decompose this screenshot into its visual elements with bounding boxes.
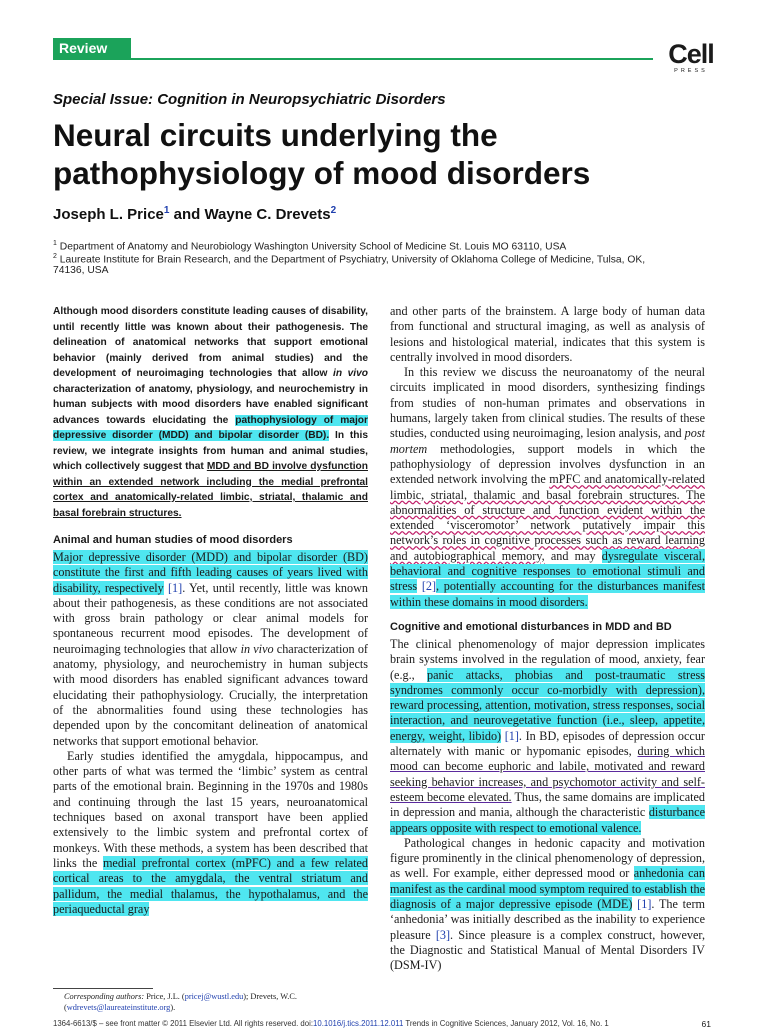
footer-journal: Trends in Cognitive Sciences, January 2012, Vol. 16, No. 1 — [403, 1019, 609, 1028]
footnote-label: Corresponding authors: — [64, 992, 145, 1001]
scope-highlight-2: , potentially accounting for the disturbances manifest within these domains in mood disorders. — [390, 579, 705, 609]
affiliation-2-sup: 2 — [53, 253, 57, 260]
title-line-2: pathophysiology of mood disorders — [53, 155, 591, 191]
author-list — [53, 205, 336, 223]
paragraph-brainstem — [390, 304, 705, 365]
brainstem-text: and other parts of the brainstem. A large body of human data from functional and structural imaging, as well as analysis of lesions and histological material, indicates that this system is centrally involved in mood disorders. — [390, 304, 705, 364]
paragraph-intro — [53, 550, 368, 749]
header-rule — [53, 58, 653, 60]
footnote-text-3: ( — [64, 1003, 67, 1012]
intro-text-a: . Yet, until recently, little was known about their pathogenesis, as these conditions are not associated with gross brain pathology or clear animal models for spontaneous recurrent mood episodes. The development of neuroimaging technologies that allow — [53, 580, 369, 656]
title-line-1: Neural circuits underlying the — [53, 117, 498, 153]
citation-link[interactable]: [1] — [501, 728, 519, 743]
affiliation-2-cont — [53, 264, 713, 278]
hedonic-text-b: . The term ‘anhedonia’ was initially described as the inability to experience pleasure — [390, 896, 706, 942]
cell-press-logo — [662, 40, 720, 74]
scope-text-b: methodologies, support models in which the pathophysiology of depression involves dysfunction in an extended network involving the — [390, 441, 705, 487]
left-column — [53, 304, 368, 917]
citation-link[interactable]: [1] — [632, 896, 652, 911]
email-link-drevets[interactable]: wdrevets@laureateinstitute.org — [66, 1003, 171, 1012]
paragraph-early-studies — [53, 749, 368, 917]
footer-copyright: 1364-6613/$ – see front matter © 2011 Elsevier Ltd. All rights reserved. doi: — [53, 1019, 314, 1028]
citation-link[interactable]: [2] — [417, 579, 437, 594]
paragraph-review-scope — [390, 365, 705, 610]
early-studies-highlight: medial prefrontal cortex (mPFC) and a few related cortical areas to the amygdala, the ventral striatum and pallidum, the medial thalamus, the hypothalamus, and the periaqueductal gray — [53, 855, 369, 916]
footnote-text-1: Price, J.L. ( — [144, 992, 185, 1001]
logo-sub: PRESS — [674, 68, 708, 74]
phen-underline: during which mood can become euphoric and labile, motivated and reward seeking behavior increases, and psychomotor activity and self-esteem become elevated. — [390, 744, 706, 804]
abstract-text-3: In this review, we integrate insights from human and animal studies, which collectively suggest that — [53, 430, 369, 472]
scope-wavy-annotation: mPFC and anatomically-related limbic, striatal, thalamic and basal forebrain structures. The abnormalities of structure and function evident within the extended ‘visceromotor’ network putatively impair this network’s roles in cognitive processes such as reward learning and autobiographical memory, — [390, 472, 705, 563]
abstract — [53, 304, 368, 521]
citation-link[interactable]: [3] — [435, 927, 451, 942]
footnote-rule — [53, 988, 153, 989]
abstract-underline: MDD and BD involve dysfunction within an extended network including the medial prefrontal cortex and anatomically-related limbic, striatal, thalamic and basal forebrain structures. — [53, 461, 368, 519]
logo-text: Cell — [668, 39, 714, 69]
page-number: 61 — [701, 1019, 711, 1029]
intro-text-b: characterization of anatomy, physiology, and neurochemistry in human subjects with mood disorders has enabled significant advances toward elucidating their pathophysiology. Crucially, the interpretation of the abnormalities found using these technologies has depended upon by the concomitant delineation of anatomical networks that support emotional behavior. — [53, 641, 368, 748]
citation-link[interactable]: [1] — [168, 580, 183, 595]
intro-highlight: Major depressive disorder (MDD) and bipolar disorder (BD) constitute the first and fifth leading causes of years lived with disability, respectively — [53, 550, 368, 595]
abstract-text-1: Although mood disorders constitute leading causes of disability, until recently little was known about their pathogenesis. The delineation of anatomical networks that support emotional behavior (mainly derived from animal studies) and the development of neuroimaging technologies that allow — [53, 306, 368, 379]
early-studies-text: Early studies identified the amygdala, hippocampus, and other parts of what was termed the ‘limbic’ system as central parts of the emotional brain. Beginning in the 1970s and 1980s and continuing through the last 15 years, neuroanatomical techniques based on axonal transport have been applied extensively to the limbic system and prefrontal cortex of monkeys. With these methods, a system has been described that links the — [53, 748, 368, 870]
abstract-text-2: characterization of anatomy, physiology, and neurochemistry in human subjects with mood disorders have enabled significant advances towards elucidating the — [53, 383, 368, 426]
author-connector: and — [169, 206, 205, 223]
scope-text-c: and may — [544, 548, 602, 563]
affiliation-1-sup: 1 — [53, 240, 57, 247]
article-title — [53, 116, 723, 192]
affiliation-2-text: Laureate Institute for Brain Research, and the Department of Psychiatry, University of Oklahoma College of Medicine, Tulsa, OK, — [59, 254, 646, 266]
scope-post-mortem: post mortem — [390, 426, 705, 456]
phen-text-a: The clinical phenomenology of major depression implicates brain systems involved in the regulation of mood, anxiety, fear (e.g., — [390, 636, 705, 682]
paragraph-hedonic — [390, 836, 705, 974]
footnote-text-2: ); Drevets, W.C. — [243, 992, 297, 1001]
footnote-text-4: ). — [170, 1003, 176, 1012]
author-1-sup[interactable]: 1 — [163, 205, 170, 216]
hedonic-text-a: Pathological changes in hedonic capacity and motivation figure prominently in the clinical phenomenology of depression, as well. For example, either depressed mood or — [390, 835, 705, 881]
right-column — [390, 304, 705, 973]
section-tag: Review — [53, 38, 131, 58]
section-heading-cognitive: Cognitive and emotional disturbances in MDD and BD — [390, 620, 672, 633]
scope-text-a: In this review we discuss the neuroanatomy of the neural circuits implicated in mood disorders, synthesizing findings from studies of non-human primates and observations in humans, largely taken from clinical studies. The results of these studies, conducted using neuroimaging, lesion analysis, and — [390, 365, 705, 441]
paragraph-phenomenology — [390, 637, 705, 836]
doi-link[interactable]: 10.1016/j.tics.2011.12.011 — [313, 1019, 404, 1028]
email-link-price[interactable]: pricej@wustl.edu — [184, 992, 244, 1001]
corresponding-authors-footnote — [64, 991, 384, 1013]
phen-text-b: . In BD, episodes of depression occur alternately with manic or hypomanic episodes, — [390, 728, 705, 759]
author-2-sup[interactable]: 2 — [330, 205, 337, 216]
section-heading-animal-human: Animal and human studies of mood disorders — [53, 534, 293, 546]
abstract-highlight: pathophysiology of major depressive disorder (MDD) and bipolar disorder (BD). — [53, 414, 368, 441]
hedonic-highlight: anhedonia can manifest as the cardinal mood symptom required to establish the diagnosis of a major depressive episode (MDE) — [390, 866, 705, 911]
special-issue-label: Special Issue: Cognition in Neuropsychiatric Disorders — [53, 91, 446, 108]
hedonic-text-c: . Since pleasure is a complex construct, however, the Diagnostic and Statistical Manual of Mental Disorders IV (DSM-IV) — [390, 927, 705, 973]
affiliation-2-cont-text: 74136, USA — [53, 265, 109, 276]
phen-highlight-2: disturbance appears opposite with respect to emotional valence. — [390, 805, 705, 835]
phen-highlight: panic attacks, phobias and post-traumatic stress syndromes commonly occur co-morbidly with depression), reward processing, attention, motivation, stress responses, social interaction, and neurovegetative function (i.e., sleep, appetite, energy, weight, libido) — [390, 667, 706, 743]
scope-highlight: dysregulate visceral, behavioral and cognitive responses to emotional stimuli and stress — [390, 548, 705, 594]
author-2: Wayne C. Drevets — [204, 206, 331, 223]
intro-in-vivo: in vivo — [240, 641, 274, 656]
affiliation-1-text: Department of Anatomy and Neurobiology Washington University School of Medicine St. Louis MO 63110, USA — [59, 241, 567, 253]
phen-text-c: Thus, the same domains are implicated in depression and mania, although the characteristic — [390, 789, 705, 820]
author-1: Joseph L. Price — [53, 206, 164, 223]
abstract-in-vivo: in vivo — [333, 368, 368, 379]
